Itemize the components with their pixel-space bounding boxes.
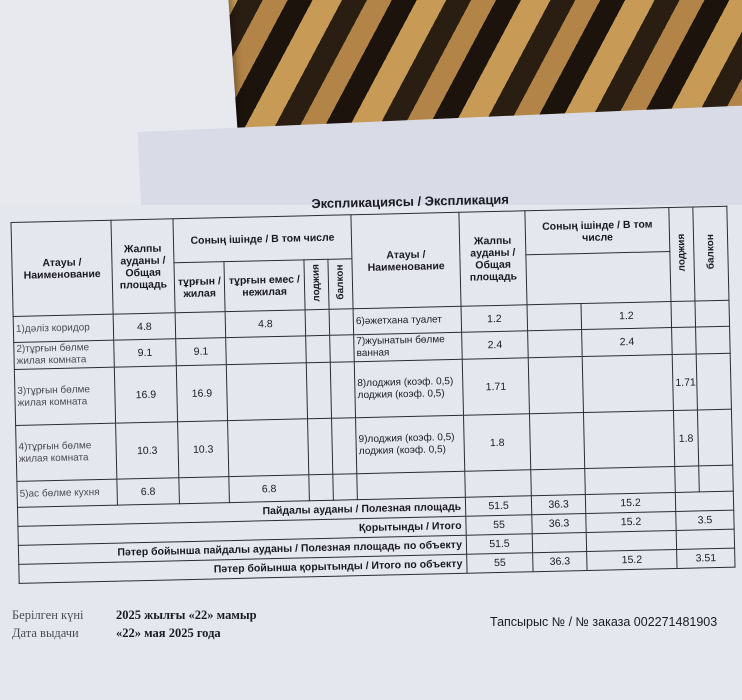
issued-date-label-kz: Берілген күні (12, 608, 84, 622)
room-loggia (672, 327, 697, 355)
issued-date-label-ru: Дата выдачи (12, 626, 79, 640)
summary-nonliving: 15.2 (586, 511, 676, 532)
room-nonliving (582, 355, 673, 413)
room-total: 6.8 (117, 478, 180, 505)
room-loggia (671, 301, 696, 328)
col-header-nonliving-left: тұрғын емес / нежилая (224, 260, 305, 312)
room-living (179, 477, 230, 504)
room-nonliving (584, 411, 675, 469)
room-name: 5)ас бөлме кухня (17, 479, 118, 507)
room-name: 1)дәліз коридор (13, 314, 114, 342)
room-nonliving: 1.2 (581, 302, 672, 330)
summary-loggia (676, 529, 734, 549)
summary-total: 51.5 (466, 534, 532, 554)
room-living: 16.9 (176, 365, 227, 422)
summary-loggia: 3.51 (677, 548, 735, 568)
room-living (175, 312, 226, 339)
issued-date-value-kz: 2025 жылғы «22» мамыр (116, 608, 257, 622)
order-number: Тапсырыс № / № заказа 002271481903 (490, 615, 718, 629)
col-header-balcony-left: балкон (328, 259, 353, 310)
room-total: 9.1 (114, 339, 177, 367)
summary-living: 36.3 (533, 552, 587, 572)
room-nonliving (226, 336, 307, 365)
col-header-loggia-left: лоджия (304, 259, 329, 310)
col-header-name-left: Атауы / Наименование (11, 220, 113, 316)
room-living (528, 357, 583, 414)
col-header-total-right: Жалпы ауданы / Общая площадь (459, 211, 527, 306)
room-total: 1.71 (462, 358, 529, 415)
room-total: 2.4 (462, 331, 529, 359)
summary-label: Пәтер бойынша қорытынды / Итого по объекту (19, 554, 467, 583)
room-name: 8)лоджия (коэф. 0,5) лоджия (коэф. 0,5) (354, 359, 463, 417)
summary-nonliving: 15.2 (585, 492, 675, 513)
summary-label: Қорытынды / Итого (18, 516, 466, 545)
room-nonliving: 6.8 (229, 475, 310, 503)
col-header-in-that-left: Соның ішінде / В том числе (173, 215, 352, 263)
room-total: 4.8 (113, 313, 176, 340)
summary-total: 51.5 (465, 496, 531, 516)
room-total: 1.8 (464, 414, 531, 471)
room-nonliving (228, 419, 309, 477)
room-living: 9.1 (176, 338, 227, 366)
col-header-total-left: Жалпы ауданы / Общая площадь (111, 219, 175, 314)
room-nonliving: 2.4 (582, 328, 673, 357)
summary-loggia (675, 491, 733, 511)
summary-nonliving: 15.2 (587, 549, 677, 570)
room-loggia: 1.8 (674, 410, 699, 467)
room-total: 10.3 (116, 422, 179, 479)
room-nonliving (226, 363, 307, 421)
col-header-living-left: тұрғын / жилая (174, 262, 225, 313)
explication-document (10, 184, 739, 584)
col-header-balcony-right: балкон (693, 206, 729, 301)
room-total: 1.2 (461, 305, 528, 332)
room-living: 10.3 (178, 421, 229, 478)
summary-loggia: 3.5 (676, 510, 734, 530)
explication-table (10, 206, 735, 584)
room-nonliving: 4.8 (225, 310, 306, 338)
room-name: 4)тұрғын бөлме жилая комната (16, 423, 117, 481)
issued-date-value-ru: «22» мая 2025 года (116, 626, 221, 640)
room-name: 9)лоджия (коэф. 0,5) лоджия (коэф. 0,5) (356, 415, 465, 473)
room-living (527, 304, 582, 331)
summary-total: 55 (466, 515, 532, 535)
summary-label: Пәтер бойынша пайдалы ауданы / Полезная площадь по объекту (18, 535, 466, 564)
room-name: 2)тұрғын бөлме жилая комната (14, 340, 115, 369)
room-name: 6)әжетхана туалет (353, 306, 462, 334)
summary-living: 36.3 (532, 514, 586, 534)
room-name: 3)тұрғын бөлме жилая комната (14, 367, 115, 425)
room-name: 7)жуынатын бөлме ванная (354, 332, 463, 361)
room-living (530, 413, 585, 470)
document-footer (12, 606, 742, 642)
col-header-name-right: Атауы / Наименование (351, 212, 461, 308)
document-title: Экспликациясы / Экспликация (311, 191, 510, 212)
col-header-loggia-right: лоджия (669, 207, 695, 302)
summary-total: 55 (467, 553, 533, 573)
room-loggia: 1.71 (672, 354, 697, 411)
summary-label: Пайдалы ауданы / Полезная площадь (17, 497, 465, 526)
summary-living (532, 533, 586, 553)
room-living (528, 330, 583, 358)
col-header-in-that-right: Соның ішінде / В том числе (525, 208, 670, 255)
summary-living: 36.3 (531, 495, 585, 515)
summary-nonliving (586, 530, 676, 551)
room-total: 16.9 (114, 366, 177, 423)
